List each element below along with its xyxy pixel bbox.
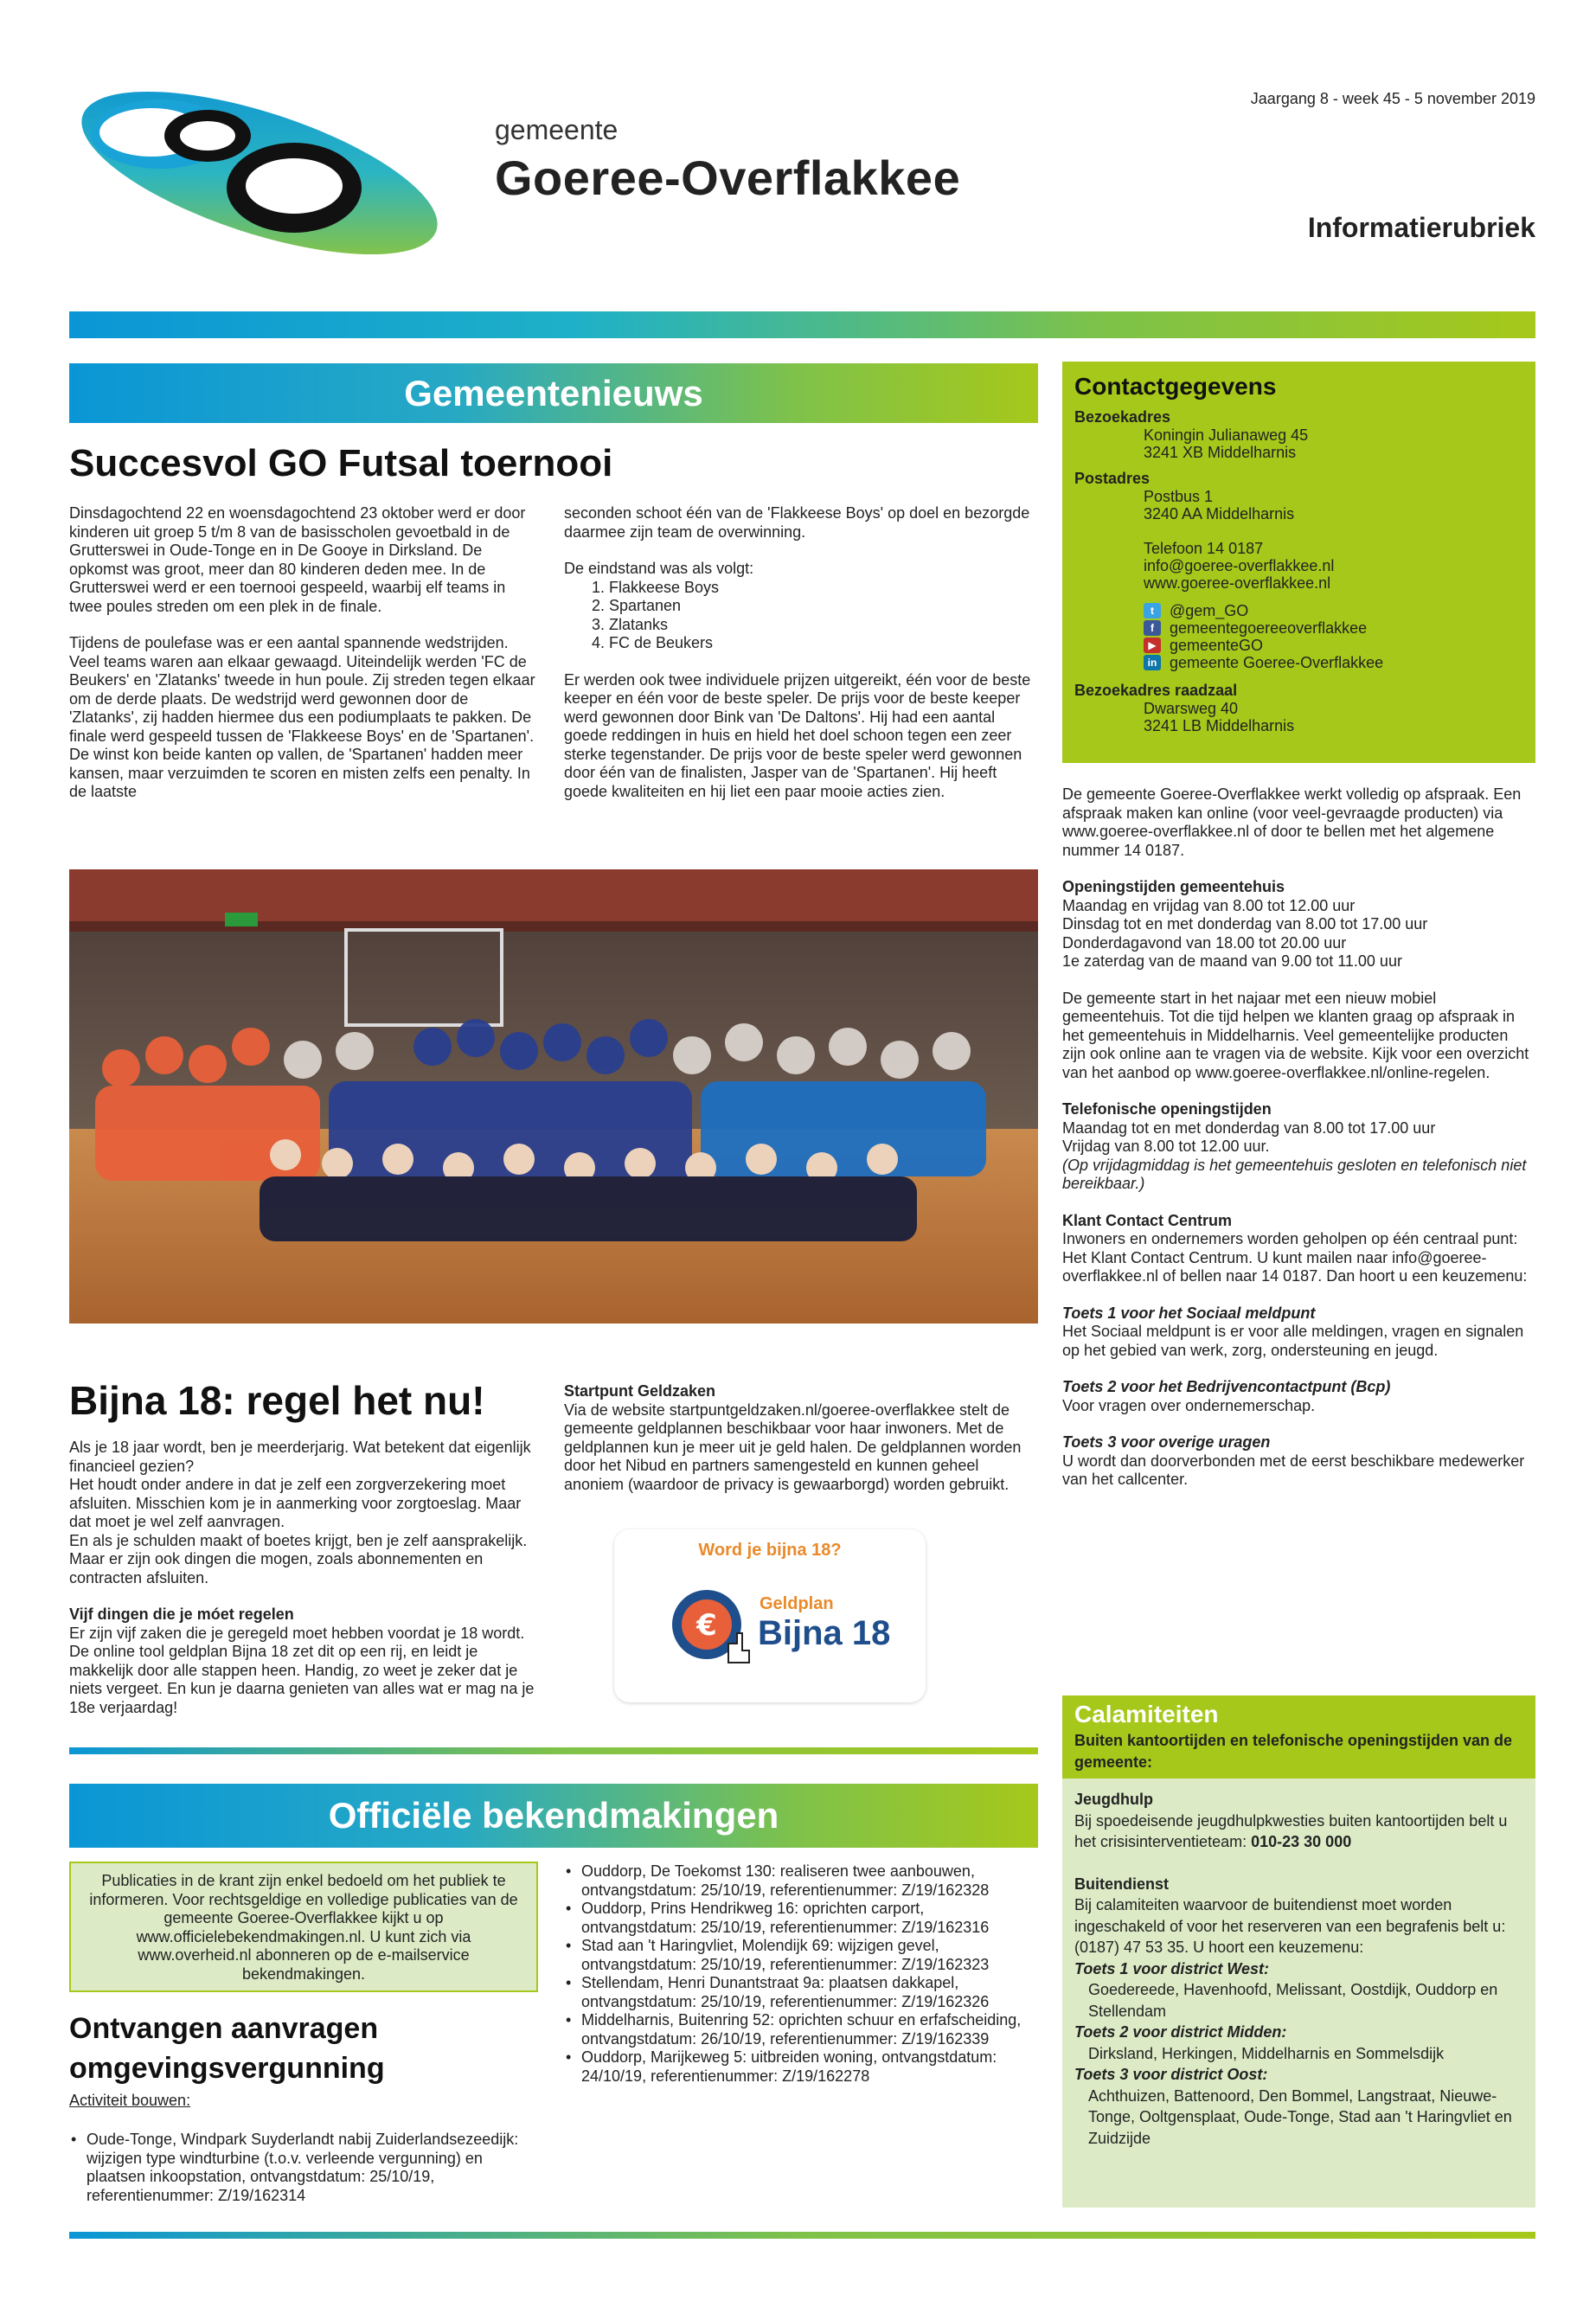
paragraph: En als je schulden maakt of boetes krijgt, ben je zelf aansprakelijk. Maar er zijn ook dingen die mogen, zoals abonnementen en contracten afsluiten. — [69, 1531, 528, 1586]
standings-item: 3. Zlatanks — [609, 616, 1038, 635]
address-line: 3240 AA Middelharnis — [1144, 505, 1295, 522]
paragraph: seconden schoot één van de 'Flakkeese Boys' op doel en bezorgde daarmee zijn team de overwinning. — [564, 504, 1030, 541]
subheading: Toets 2 voor het Bedrijvencontactpunt (Bcp) — [1062, 1378, 1391, 1395]
linkedin-icon: in — [1144, 655, 1161, 670]
hours-line: Dinsdag tot en met donderdag van 8.00 tot 17.00 uur — [1062, 915, 1428, 933]
list-item: • Ouddorp, De Toekomst 130: realiseren twee aanbouwen, ontvangstdatum: 25/10/19, referentienummer: Z/19/162328 — [564, 1862, 1038, 1900]
list-item: • Oude-Tonge, Windpark Suyderlandt nabij Zuiderlandsezeedijk: wijzigen type windturbine (t.o.v. verleende vergunning) en plaatsen inkoopstation, ontvangstdatum: 25/10/19, referentienummer: Z/19/162314 — [69, 2131, 538, 2205]
contact-sidebar — [1062, 362, 1535, 1694]
paragraph: Het houdt onder andere in dat je zelf een zorgverzekering moet afsluiten. Misschien kom je in aanmerking voor zorgtoeslag. Maar dat moet je wel zelf aanvragen. — [69, 1476, 522, 1530]
social-linkedin[interactable] — [1074, 654, 1523, 671]
social-label: gemeenteGO — [1170, 637, 1264, 654]
section-divider — [69, 1747, 1038, 1754]
subheading: Klant Contact Centrum — [1062, 1211, 1233, 1229]
futsal-article-title: Succesvol GO Futsal toernooi — [69, 442, 613, 484]
activity-label: Activiteit bouwen: — [69, 2092, 191, 2109]
website-link[interactable]: www.goeree-overflakkee.nl — [1144, 574, 1331, 592]
logo-big-text: Bijna 18 — [758, 1614, 891, 1652]
district-places: Dirksland, Herkingen, Middelharnis en Sommelsdijk — [1088, 2044, 1445, 2062]
futsal-column-1 — [69, 504, 538, 820]
hours-line: Maandag tot en met donderdag van 8.00 tot 17.00 uur — [1062, 1118, 1436, 1137]
footer-gradient-bar — [69, 2232, 1535, 2239]
standings-item: 2. Spartanen — [609, 597, 1038, 616]
hours-line: 1e zaterdag van de maand van 9.00 tot 11.00 uur — [1062, 952, 1402, 970]
subheading: Toets 3 voor overige uragen — [1062, 1433, 1271, 1451]
hours-line: Maandag en vrijdag van 8.00 tot 12.00 uur — [1062, 896, 1356, 914]
youtube-icon: ▶ — [1144, 638, 1161, 653]
vergunning-list-1 — [69, 2131, 538, 2205]
hours-line: Vrijdag van 8.00 tot 12.00 uur. — [1062, 1138, 1270, 1155]
calamiteiten-body — [1062, 1789, 1535, 2149]
contact-title: Contactgegevens — [1074, 373, 1277, 400]
issue-info: Jaargang 8 - week 45 - 5 november 2019 — [1250, 90, 1535, 107]
address-line: 3241 XB Middelharnis — [1144, 444, 1297, 461]
subheading: Startpunt Geldzaken — [564, 1382, 716, 1400]
address-line: Dwarsweg 40 — [1144, 700, 1239, 717]
paragraph: Voor vragen over ondernemerschap. — [1062, 1396, 1316, 1414]
vergunning-list-2 — [564, 1862, 1038, 2086]
social-youtube[interactable] — [1074, 637, 1523, 654]
list-item: • Stad aan 't Haringvliet, Molendijk 69: wijzigen gevel, ontvangstdatum: 25/10/19, referentienummer: Z/19/162323 — [564, 1937, 1038, 1974]
address-line: 3241 LB Middelharnis — [1144, 717, 1295, 734]
municipality-logo — [65, 82, 454, 272]
list-item: • Stellendam, Henri Dunantstraat 9a: plaatsen dakkapel, ontvangstdatum: 25/10/19, referentienummer: Z/19/162326 — [564, 1974, 1038, 2011]
paragraph: Er zijn vijf zaken die je geregeld moet hebben voordat je 18 wordt. De online tool geldplan Bijna 18 zet dit op een rij, en leidt je makkelijk door alle stappen heen. Handig, zo weet je zeker dat je niets vergeet. En kun je daarna genieten van alles wat er mag na je 18e verjaardag! — [69, 1624, 535, 1716]
list-item: • Middelharnis, Buitenring 52: oprichten schuur en erfafscheiding, ontvangstdatum: 26/10/19, referentienummer: Z/19/162339 — [564, 2011, 1038, 2048]
social-label: gemeente Goeree-Overflakkee — [1170, 654, 1384, 671]
postadres-label: Postadres — [1074, 470, 1151, 487]
svg-text:€: € — [696, 1608, 717, 1643]
paragraph: Inwoners en ondernemers worden geholpen op één centraal punt: Het Klant Contact Centrum. U kunt mailen naar info@goeree-overflakkee.nl of bellen naar 14 0187. Dan hoort u een keuzemenu: — [1062, 1230, 1528, 1285]
section-rubriek: Informatierubriek — [1307, 212, 1535, 243]
district-title: Toets 1 voor district West: — [1074, 1959, 1270, 1977]
geldplan-bijna18-logo — [614, 1529, 926, 1702]
calamiteiten-title: Calamiteiten — [1074, 1701, 1219, 1727]
calamiteiten-header — [1062, 1695, 1535, 1779]
calamiteiten-subtitle: Buiten kantoortijden en telefonische openingstijden van de gemeente: — [1074, 1732, 1513, 1771]
paragraph: De gemeente start in het najaar met een nieuw mobiel gemeentehuis. Tot die tijd helpen we klanten graag op afspraak in het gemeentehuis in Middelharnis. Veel gemeentelijke producten zijn ook online aan te vragen via de website. Kijk voor een overzicht van het aanbod op www.goeree-overflakkee.nl/online-regelen. — [1062, 989, 1529, 1081]
paragraph: Het Sociaal meldpunt is er voor alle meldingen, vragen en signalen op het gebied van werk, zorg, ondersteuning en jeugd. — [1062, 1323, 1524, 1359]
municipality-name: Goeree-Overflakkee — [495, 151, 961, 205]
paragraph — [1074, 1811, 1523, 1853]
standings-list — [609, 579, 1038, 653]
address-line: Koningin Julianaweg 45 — [1144, 426, 1309, 444]
raadzaal-label: Bezoekadres raadzaal — [1074, 682, 1238, 699]
paragraph: Dinsdagochtend 22 en woensdagochtend 23 oktober werd er door kinderen uit groep 5 t/m 8 van de basisscholen gevoetbald in de Grutterswei in Oude-Tonge en in De Gooye in Dirksland. De opkomst was groot, meer dan 80 kinderen deden mee. In de Grutterswei werd er een toernooi gespeeld, waarbij elf teams in twee poules streden om een plek in de finale. — [69, 504, 526, 615]
futsal-team-photo — [69, 869, 1038, 1324]
bijna18-article-title: Bijna 18: regel het nu! — [69, 1378, 485, 1423]
list-item: • Ouddorp, Prins Hendrikweg 16: oprichten carport, ontvangstdatum: 25/10/19, referentienummer: Z/19/162316 — [564, 1900, 1038, 1937]
municipality-label: gemeente — [495, 114, 619, 145]
jeugd-phone: 010-23 30 000 — [1251, 1833, 1352, 1850]
calamiteiten-box — [1062, 1695, 1535, 2208]
email-link[interactable]: info@goeree-overflakkee.nl — [1144, 557, 1335, 574]
social-label: gemeentegoereeoverflakkee — [1170, 619, 1368, 637]
euro-coin-icon — [668, 1583, 754, 1678]
social-label: @gem_GO — [1170, 602, 1249, 619]
standings-intro: De eindstand was als volgt: — [564, 560, 754, 577]
phone: Telefoon 14 0187 — [1144, 540, 1264, 557]
gemeentenieuws-heading: Gemeentenieuws — [69, 363, 1038, 423]
paragraph: Tijdens de poulefase was er een aantal spannende wedstrijden. Veel teams waren aan elkaar gewaagd. Uiteindelijk werden 'FC de Beukers' en 'Zlatanks' tweede in hun poule. Zij streden tegen elkaar om de derde plaats. De wedstrijd werd gewonnen door de 'Zlatanks', zij hadden hiermee dus een podiumplaats te pakken. De finale werd gespeeld tussen de 'Flakkeese Boys' en de 'Spartanen'. De winst kon beide kanten op vallen, de 'Spartanen' hadden meer kansen, maar verzuimden te scoren en misten zelfs een penalty. In de laatste — [69, 634, 535, 800]
standings-item: 4. FC de Beukers — [609, 634, 1038, 653]
futsal-column-2 — [564, 504, 1038, 819]
subheading: Jeugdhulp — [1074, 1791, 1153, 1808]
header-gradient-bar — [69, 311, 1535, 338]
district-title: Toets 2 voor district Midden: — [1074, 2023, 1287, 2041]
hours-line: Donderdagavond van 18.00 tot 20.00 uur — [1062, 933, 1347, 952]
note: (Op vrijdagmiddag is het gemeentehuis gesloten en telefonisch niet bereikbaar.) — [1062, 1156, 1527, 1192]
contact-info-text — [1062, 785, 1535, 1508]
subheading: Telefonische openingstijden — [1062, 1100, 1272, 1118]
facebook-icon: f — [1144, 620, 1161, 636]
subheading: Vijf dingen die je móet regelen — [69, 1606, 294, 1623]
paragraph: Bij calamiteiten waarvoor de buitendienst moet worden ingeschakeld of voor het reserveren van een begrafenis belt u: (0187) 47 53 35. U hoort een keuzemenu: — [1074, 1896, 1506, 1956]
bijna18-column-2 — [564, 1382, 1038, 1494]
logo-question: Word je bijna 18? — [698, 1541, 842, 1560]
list-item: • Ouddorp, Marijkeweg 5: uitbreiden woning, ontvangstdatum: 24/10/19, referentienummer: Z/19/162278 — [564, 2048, 1038, 2086]
contact-box — [1062, 362, 1535, 763]
paragraph: Via de website startpuntgeldzaken.nl/goeree-overflakkee stelt de gemeente geldplannen beschikbaar voor haar inwoners. Met de geldplannen kun je meer uit je geld halen. De geldplannen worden door het Nibud en partners samengesteld en kunnen geheel anoniem (waardoor de privacy is gewaarborgd) worden gebruikt. — [564, 1400, 1022, 1493]
bezoekadres-label: Bezoekadres — [1074, 408, 1171, 426]
subheading: Openingstijden gemeentehuis — [1062, 878, 1285, 895]
bijna18-column-1 — [69, 1439, 538, 1717]
twitter-icon: t — [1144, 603, 1161, 619]
vergunning-title: Ontvangen aanvragen omgevingsvergunning — [69, 2012, 385, 2085]
subheading: Buitendienst — [1074, 1875, 1170, 1893]
paragraph: De gemeente Goeree-Overflakkee werkt volledig op afspraak. Een afspraak maken kan online (voor veel-gevraagde producten) via www.goeree-overflakkee.nl of door te bellen met het algemene nummer 14 0187. — [1062, 785, 1522, 859]
district-places: Achthuizen, Battenoord, Den Bommel, Langstraat, Nieuwe-Tonge, Ooltgensplaat, Oude-Tonge, Stad aan 't Haringvliet en Zuidzijde — [1088, 2086, 1512, 2147]
district-title: Toets 3 voor district Oost: — [1074, 2066, 1268, 2083]
standings-item: 1. Flakkeese Boys — [609, 579, 1038, 598]
social-twitter[interactable] — [1074, 602, 1523, 619]
social-facebook[interactable] — [1074, 619, 1523, 637]
paragraph: Als je 18 jaar wordt, ben je meerderjarig. Wat betekent dat eigenlijk financieel gezien? — [69, 1439, 531, 1475]
jeugd-text: Bij spoedeisende jeugdhulpkwesties buiten kantoortijden belt u het crisisinterventieteam: — [1074, 1811, 1508, 1850]
paragraph: U wordt dan doorverbonden met de eerst beschikbare medewerker van het callcenter. — [1062, 1452, 1525, 1488]
logo-small-text: Geldplan — [760, 1594, 834, 1613]
subheading: Toets 1 voor het Sociaal meldpunt — [1062, 1304, 1316, 1322]
publication-notice: Publicaties in de krant zijn enkel bedoeld om het publiek te informeren. Voor rechtsgeldige en volledige publicaties van de gemeente Goeree-Overflakkee kijkt u op www.officielebekendmakingen.nl. U kunt zich via www.overheid.nl abonneren op de e-mailservice bekendmakingen. — [69, 1862, 538, 1992]
paragraph: Er werden ook twee individuele prijzen uitgereikt, één voor de beste keeper en één voor de beste speler. De prijs voor de beste keeper werd gewonnen door Bink van 'De Daltons'. Hij had een aantal goede reddingen in huis en hield het doel schoon tegen een zeer sterke tegenstander. De prijs voor de beste speler werd gewonnen door één van de finalisten, Jasper van de 'Spartanen'. Hij heeft goede kwaliteiten en hij liet een paar mooie acties zien. — [564, 670, 1031, 800]
address-line: Postbus 1 — [1144, 488, 1214, 505]
district-places: Goedereede, Havenhoofd, Melissant, Oostdijk, Ouddorp en Stellendam — [1088, 1981, 1498, 2020]
bekendmakingen-heading: Officiële bekendmakingen — [69, 1784, 1038, 1848]
